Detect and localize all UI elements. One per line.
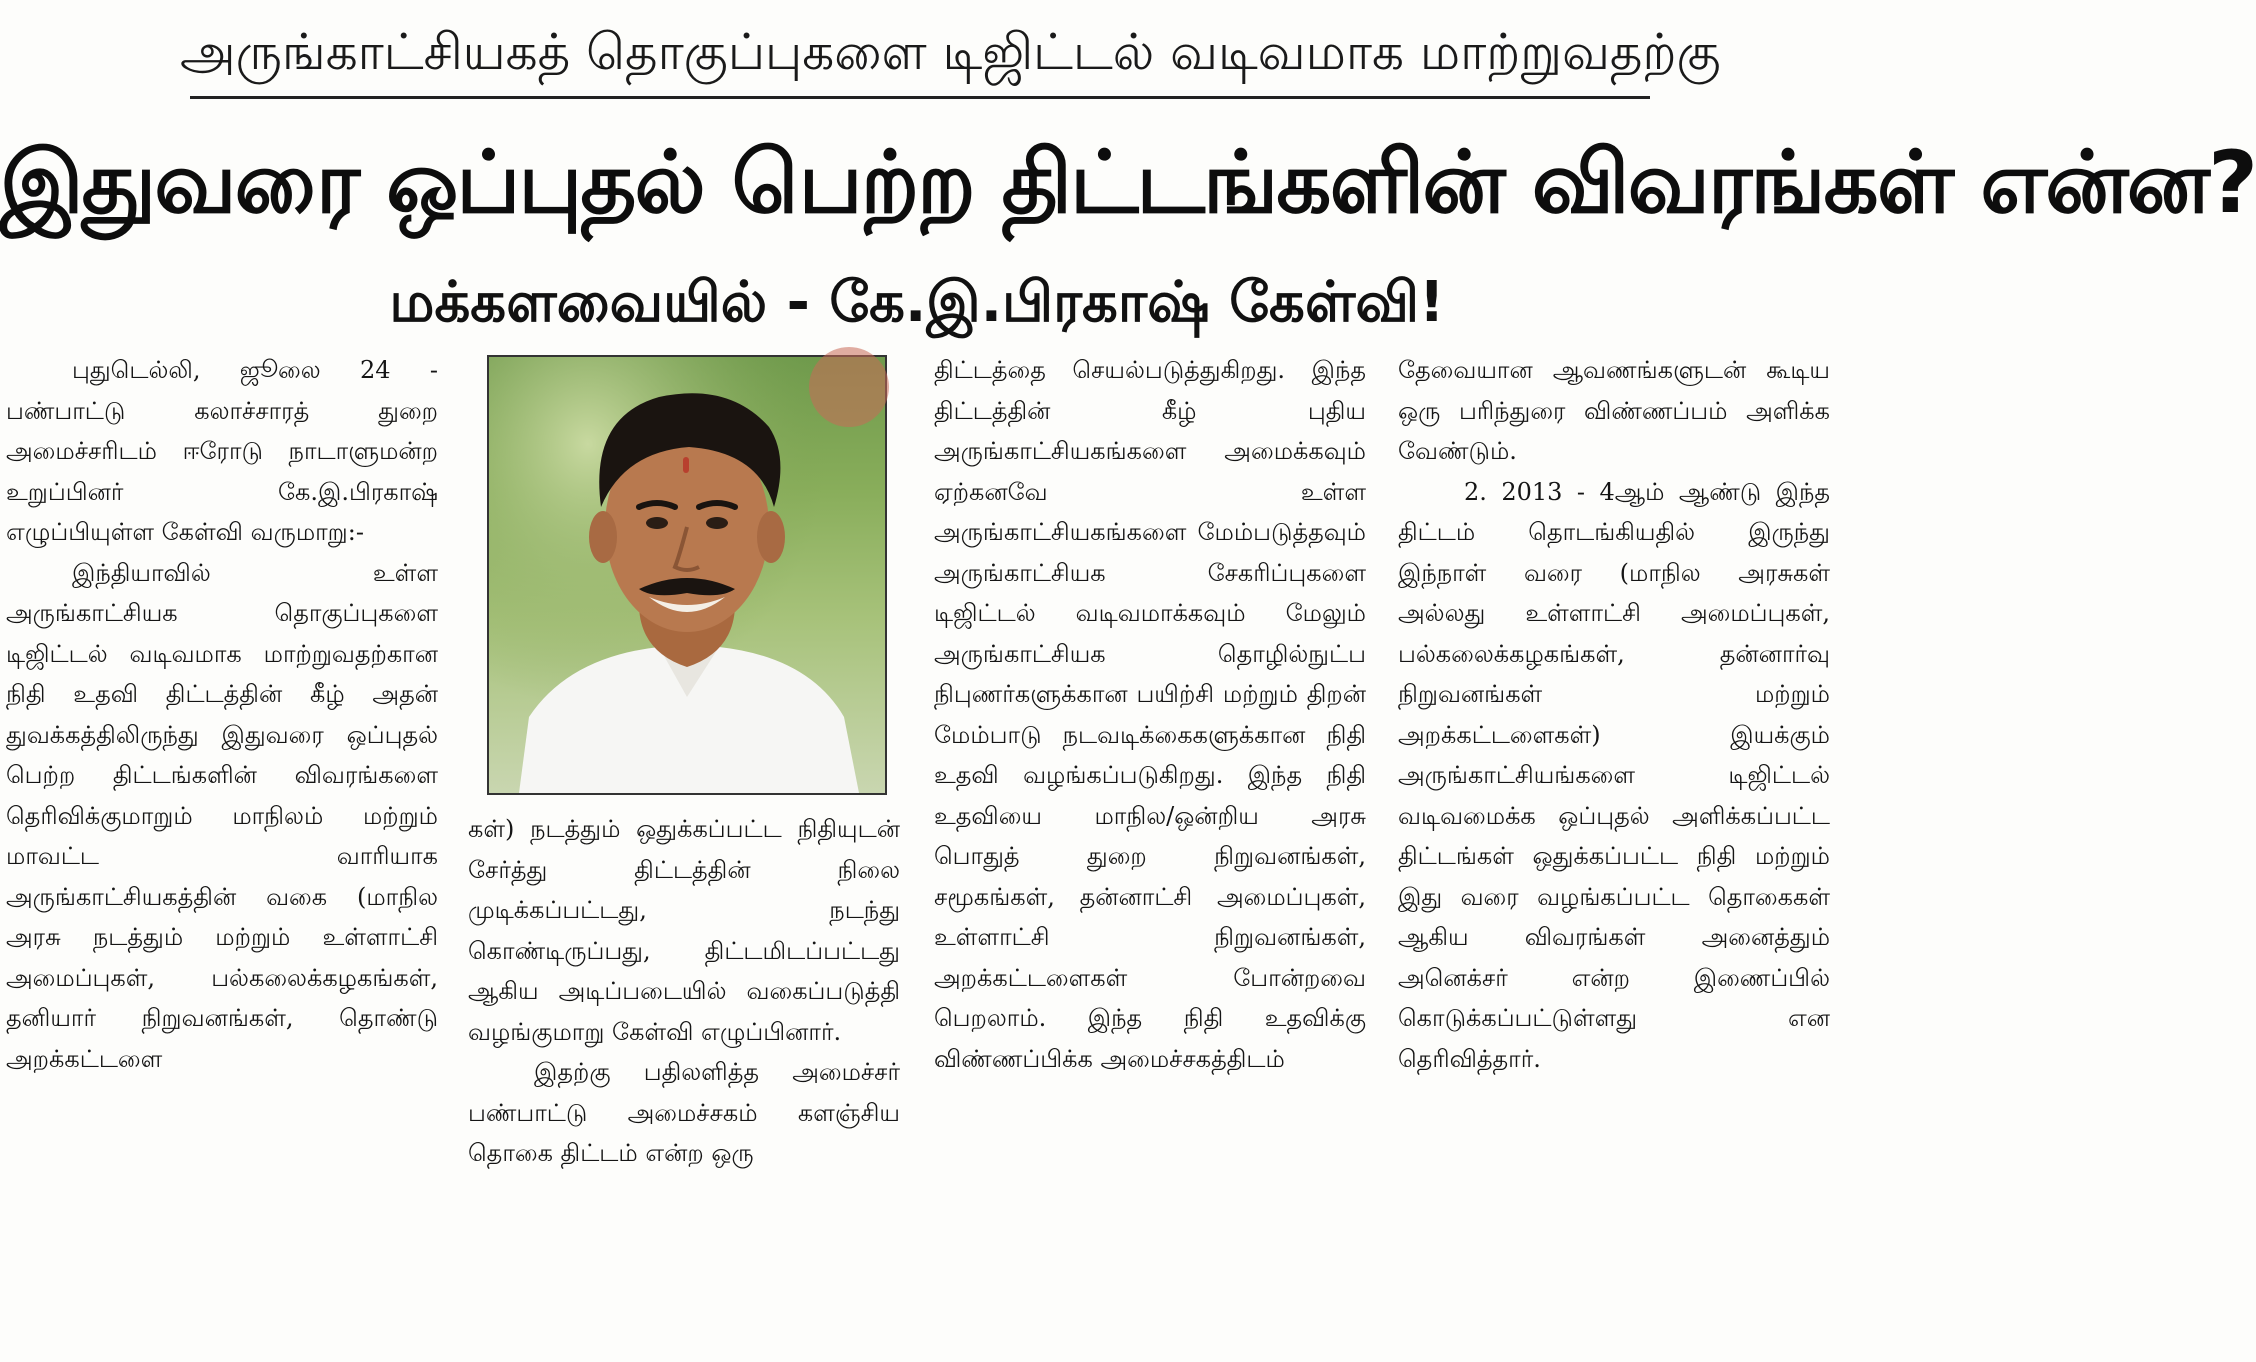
body-paragraph: 2. 2013 - 4ஆம் ஆண்டு இந்த திட்டம் தொடங்கியதில் இருந்து இந்நாள் வரை (மாநில அரசுகள் அல்லது உள்ளாட்சி அமைப்புகள், பல்கலைக்கழகங்கள், தன்னார்வு நிறுவனங்கள் மற்றும் அறக்கட்டளைகள்) இயக்கும் அருங்காட்சியங்களை டிஜிட்டல் வடிவமைக்க ஒப்புதல் அளிக்கப்பட்ட திட்டங்கள் ஒதுக்கப்பட்ட நிதி மற்றும் இது வரை வழங்கப்பட்ட தொகைகள் ஆகிய விவரங்கள் அனைத்தும் அனெக்சர் என்ற இணைப்பில் கொடுக்கப்பட்டுள்ளது என தெரிவித்தார். [1398,477,1830,1073]
article-subheadline: மக்களவையில் - கே.இ.பிரகாஷ் கேள்வி! [389,270,1445,335]
body-paragraph: கள்) நடத்தும் ஒதுக்கப்பட்ட நிதியுடன் சேர்த்து திட்டத்தின் நிலை முடிக்கப்பட்டது, நடந்து கொண்டிருப்பது, திட்டமிடப்பட்டது ஆகிய அடிப்படையில் வகைப்படுத்தி வழங்குமாறு கேள்வி எழுப்பினார். [468,815,900,1046]
kicker-underline [190,96,1650,99]
article-photo [487,355,887,795]
article-column-4 [1398,350,1830,1362]
article-column-2 [468,809,900,1362]
article-column-1 [6,350,438,1362]
portrait-photo-icon [489,357,885,793]
body-paragraph: இந்தியாவில் உள்ள அருங்காட்சியக தொகுப்புகளை டிஜிட்டல் வடிவமாக மாற்றுவதற்கான நிதி உதவி திட்டத்தின் கீழ் அதன் துவக்கத்திலிருந்து இதுவரை ஒப்புதல் பெற்ற திட்டங்களின் விவரங்களை தெரிவிக்குமாறும் மாநிலம் மற்றும் மாவட்ட வாரியாக அருங்காட்சியகத்தின் வகை (மாநில அரசு நடத்தும் மற்றும் உள்ளாட்சி அமைப்புகள், பல்கலைக்கழகங்கள், தனியார் நிறுவனங்கள், தொண்டு அறக்கட்டளை [6,558,438,1073]
body-paragraph: தேவையான ஆவணங்களுடன் கூடிய ஒரு பரிந்துரை விண்ணப்பம் அளிக்க வேண்டும். [1398,356,1830,465]
body-paragraph: திட்டத்தை செயல்படுத்துகிறது. இந்த திட்டத்தின் கீழ் புதிய அருங்காட்சியகங்களை அமைக்கவும் ஏற்கனவே உள்ள அருங்காட்சியகங்களை மேம்படுத்தவும் அருங்காட்சியக சேகரிப்புகளை டிஜிட்டல் வடிவமாக்கவும் மேலும் அருங்காட்சியக தொழில்நுட்ப நிபுணர்களுக்கான பயிற்சி மற்றும் திறன் மேம்பாடு நடவடிக்கைகளுக்கான நிதி உதவி வழங்கப்படுகிறது. இந்த நிதி உதவியை மாநில/ஒன்றிய அரசு பொதுத் துறை நிறுவனங்கள், சமூகங்கள், தன்னாட்சி அமைப்புகள், உள்ளாட்சி நிறுவனங்கள், அறக்கட்டளைகள் போன்றவை பெறலாம். இந்த நிதி உதவிக்கு விண்ணப்பிக்க அமைச்சகத்திடம் [934,356,1366,1073]
article-headline: இதுவரை ஒப்புதல் பெற்ற திட்டங்களின் விவரங்கள் என்ன? [0,133,2256,233]
article-column-3 [934,350,1366,1362]
body-paragraph: இதற்கு பதிலளித்த அமைச்சர் பண்பாட்டு அமைச்சகம் களஞ்சிய தொகை திட்டம் என்ற ஒரு [468,1058,900,1167]
article-kicker: அருங்காட்சியகத் தொகுப்புகளை டிஜிட்டல் வடிவமாக மாற்றுவதற்கு [180,23,1721,81]
dateline-paragraph: புதுடெல்லி, ஜூலை 24 - பண்பாட்டு கலாச்சாரத் துறை அமைச்சரிடம் ஈரோடு நாடாளுமன்ற உறுப்பினர் கே.இ.பிரகாஷ் எழுப்பியுள்ள கேள்வி வருமாறு:- [6,356,438,546]
